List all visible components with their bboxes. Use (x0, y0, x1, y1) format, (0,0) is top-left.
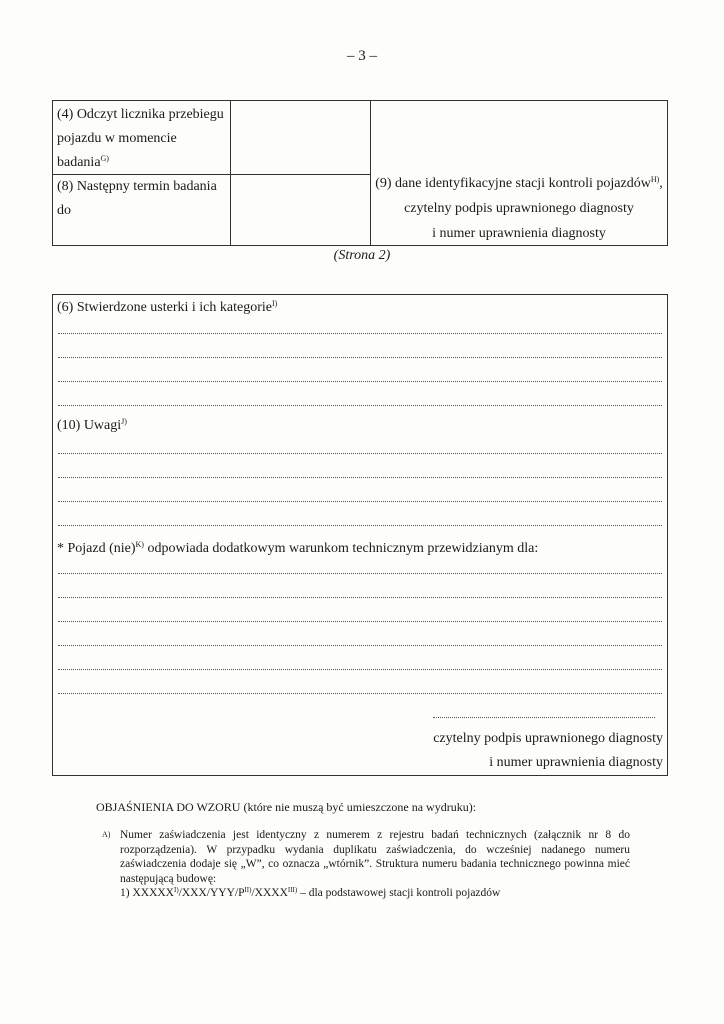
page-caption: (Strona 2) (333, 248, 391, 263)
footnote-ref: J) (121, 417, 127, 426)
next-exam-label-line: do (57, 203, 71, 218)
odometer-label-line: badania$^{G)}$ (57, 154, 109, 170)
dotted-line (58, 405, 662, 406)
dotted-line (58, 477, 662, 478)
vehicle-data-table (52, 100, 668, 246)
station-label-line: i numer uprawnienia diagnosty (432, 226, 606, 241)
dotted-line (58, 453, 662, 454)
dotted-line (58, 525, 662, 526)
footnote-ref: I) (271, 299, 278, 308)
dotted-line (58, 333, 662, 334)
next-exam-label (57, 175, 217, 223)
note-marker: A) (102, 830, 111, 839)
remarks-heading: (10) Uwagi$^{J)}$ (57, 417, 127, 433)
note-a-structure-line: 1) $XXXXX^{I)}/XXX/YYY/P^{II)}/XXXX^{III)}$ – dla podstawowej stacji kontroli pojazdów (120, 886, 501, 899)
station-label-line: czytelny podpis uprawnionego diagnosty (404, 201, 634, 216)
diagnostician-signature-label (433, 727, 663, 775)
dotted-line (58, 573, 662, 574)
signature-label-line: i numer uprawnienia diagnosty (489, 755, 663, 770)
signature-line (433, 717, 655, 718)
table-divider (230, 101, 231, 245)
footnote-ref: H) (650, 175, 660, 184)
dotted-line (58, 645, 662, 646)
dotted-line (58, 381, 662, 382)
note-a-text: Numer zaświadczenia jest identyczny z numerem z rejestru badań technicznych (załącznik nr 8 do rozporządzenia). W przypadku wydania duplikatu zaświadczenia, do wcześniej nadanego numeru zaświadczenia dodaje się „W”, co oznacza „wtórnik”. Struktura numeru badania technicznego powinna mieć następującą budowę: (120, 829, 630, 885)
explanation-note-a (102, 828, 630, 901)
footnote-ref: K) (135, 540, 144, 549)
findings-box (52, 294, 668, 776)
defects-heading: (6) Stwierdzone usterki i ich kategorie$^{I)}$ (57, 299, 278, 315)
footnote-ref: G) (100, 154, 109, 163)
dotted-line (58, 621, 662, 622)
odometer-label-line: pojazdu w momencie (57, 131, 177, 146)
dotted-line (58, 597, 662, 598)
dotted-line (58, 501, 662, 502)
next-exam-label-line: (8) Następny termin badania (57, 179, 217, 194)
dotted-line (58, 693, 662, 694)
station-label-line: (9) dane identyfikacyjne stacji kontroli pojazdów$^{H)}$, (375, 175, 663, 191)
signature-label-line: czytelny podpis uprawnionego diagnosty (433, 731, 663, 746)
footnote-ref: I) (173, 886, 179, 894)
footnote-ref: III) (287, 886, 298, 894)
vehicle-conditions-heading: * Pojazd (nie)$^{K)}$ odpowiada dodatkowym warunkom technicznym przewidzianym dla: (57, 540, 539, 556)
page-number: – 3 – (347, 48, 377, 64)
explanations-title: OBJAŚNIENIA DO WZORU (które nie muszą być umieszczone na wydruku): (96, 800, 477, 814)
odometer-label-line: (4) Odczyt licznika przebiegu (57, 107, 224, 122)
footnote-ref: II) (244, 886, 252, 894)
odometer-label (57, 103, 224, 175)
station-signature-label (371, 171, 667, 246)
dotted-line (58, 669, 662, 670)
dotted-line (58, 357, 662, 358)
